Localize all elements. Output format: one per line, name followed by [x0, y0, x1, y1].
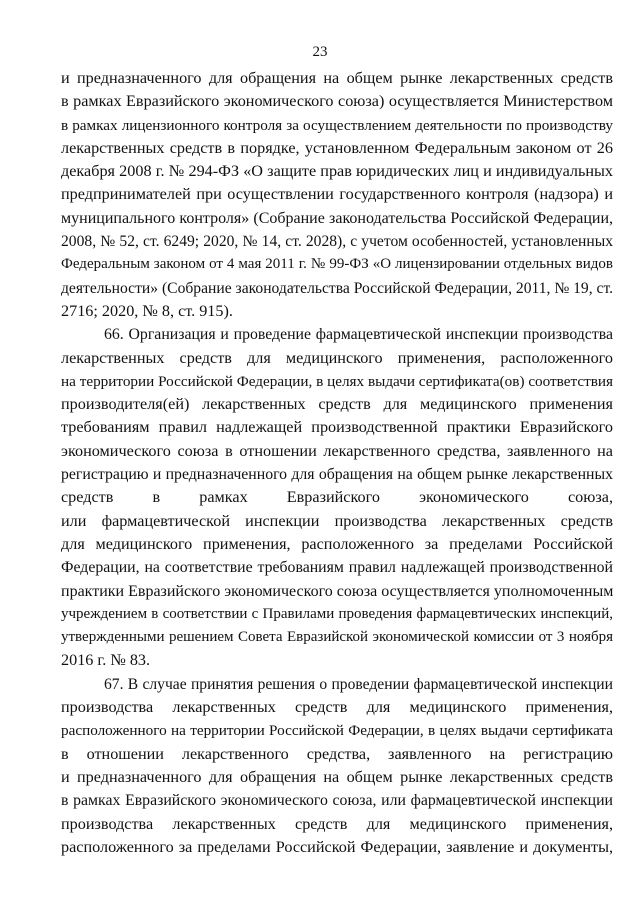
- page-number: 23: [312, 44, 328, 60]
- text-line: предпринимателей при осуществлении государственного контроля (надзора) и: [61, 185, 613, 204]
- text-line: экономического союза в отношении лекарственного средства, заявленного на: [61, 441, 613, 460]
- text-line: учреждением в соответствии с Правилами проведения фармацевтических инспекций,: [61, 605, 613, 622]
- text-line: 2016 г. № 83.: [61, 651, 151, 670]
- text-line: Федерации, на соответствие требованиям правил надлежащей производственной: [61, 559, 613, 577]
- text-line: в рамках лицензионного контроля за осуществлением деятельности по производству: [61, 116, 613, 134]
- body-text: [61, 67, 613, 859]
- text-line: в рамках Евразийского экономического союза) осуществляется Министерством: [61, 92, 613, 111]
- text-line: производителя(ей) лекарственных средств для медицинского применения: [61, 395, 613, 414]
- text-line: регистрацию и предназначенного для обращения на общем рынке лекарственных: [61, 466, 613, 484]
- text-line: на территории Российской Федерации, в целях выдачи сертификата(ов) соответствия: [61, 372, 613, 390]
- text-line: расположенного за пределами Российской Федерации, заявление и документы,: [61, 837, 613, 856]
- text-line: лекарственных средств в порядке, установленном Федеральным законом от 26: [61, 138, 613, 157]
- text-line: в рамках Евразийского экономического союза, или фармацевтической инспекции: [61, 792, 613, 810]
- text-line: в отношении лекарственного средства, заявленного на регистрацию: [61, 744, 613, 763]
- paragraph-first-line: 67. В случае принятия решения о проведении фармацевтической инспекции: [104, 675, 613, 693]
- text-line: утвержденными решением Совета Евразийской экономической комиссии от 3 ноября: [61, 629, 613, 646]
- text-line: для медицинского применения, расположенного за пределами Российской: [61, 534, 613, 553]
- text-line: декабря 2008 г. № 294-ФЗ «О защите прав юридических лиц и индивидуальных: [61, 162, 613, 181]
- text-line: Федеральным законом от 4 мая 2011 г. № 99-ФЗ «О лицензировании отдельных видов: [61, 256, 613, 273]
- paragraph-first-line: 66. Организация и проведение фармацевтической инспекции производства: [104, 326, 613, 344]
- text-line: муниципального контроля» (Собрание законодательства Российской Федерации,: [61, 209, 613, 227]
- text-line: расположенного на территории Российской Федерации, в целях выдачи сертификата: [61, 722, 613, 740]
- text-line: средств в рамках Евразийского экономического союза,: [61, 488, 613, 507]
- text-line: лекарственных средств для медицинского применения, расположенного: [61, 348, 613, 367]
- text-line: деятельности» (Собрание законодательства Российской Федерации, 2011, № 19, ст.: [61, 279, 613, 297]
- text-line: и предназначенного для обращения на общем рынке лекарственных средств: [61, 69, 613, 87]
- text-line: производства лекарственных средств для медицинского применения,: [61, 698, 613, 717]
- text-line: и предназначенного для обращения на общем рынке лекарственных средств: [61, 767, 613, 786]
- text-line: производства лекарственных средств для медицинского применения,: [61, 814, 613, 833]
- text-line: 2716; 2020, № 8, ст. 915).: [61, 301, 233, 320]
- text-line: 2008, № 52, ст. 6249; 2020, № 14, ст. 2028), с учетом особенностей, установленных: [61, 233, 613, 251]
- text-line: или фармацевтической инспекции производства лекарственных средств: [61, 511, 613, 530]
- text-line: практики Евразийского экономического союза осуществляется уполномоченным: [61, 582, 614, 600]
- text-line: требованиям правил надлежащей производственной практики Евразийского: [61, 418, 613, 437]
